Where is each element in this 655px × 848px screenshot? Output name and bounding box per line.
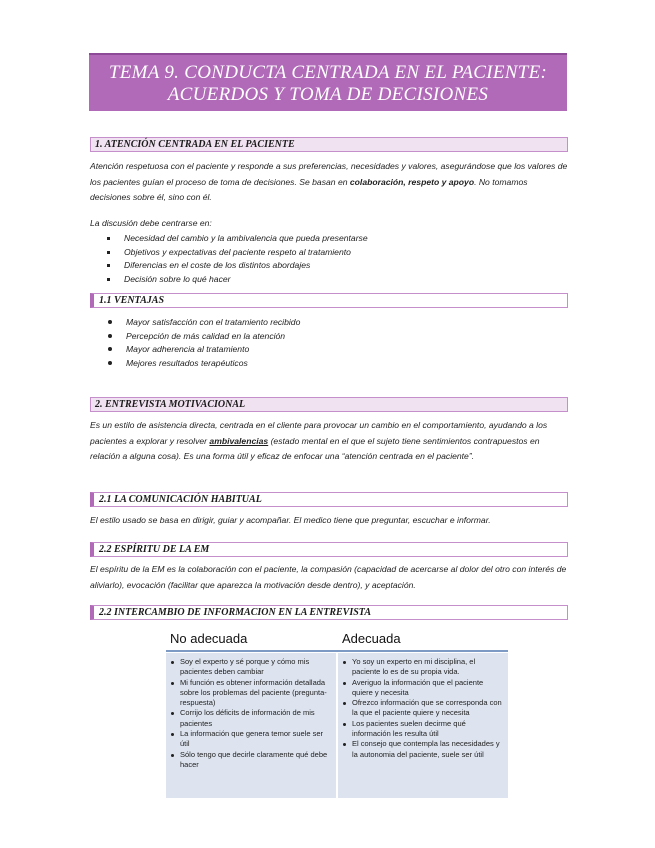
header-divider: [166, 650, 508, 652]
list-item: Mejores resultados terapéuticos: [104, 357, 564, 371]
list-item: Soy el experto y sé porque y cómo mis pacientes deben cambiar: [166, 657, 332, 678]
section-1-paragraph: Atención respetuosa con el paciente y responde a sus preferencias, necesidades y valores, asegurándose que los valores de los pacientes guían el proceso de toma de decisiones. Se basan en colaboración, respeto y apoyo. No tomamos decisiones sobre él, sino con él.: [90, 161, 568, 202]
list-item: Objetivos y expectativas del paciente respeto al tratamiento: [102, 246, 562, 260]
list-item: Sólo tengo que decirle claramente qué debe hacer: [166, 750, 332, 771]
title-line-1: TEMA 9. CONDUCTA CENTRADA EN EL PACIENTE:: [108, 62, 548, 83]
list-item: Mayor satisfacción con el tratamiento recibido: [104, 316, 564, 330]
section-heading-2-3: 2.2 INTERCAMBIO DE INFORMACION EN LA ENTREVISTA: [90, 605, 568, 620]
list-item: La información que genera temor suele ser útil: [166, 729, 332, 750]
section-2-2-paragraph: El espíritu de la EM es la colaboración con el paciente, la compasión (capacidad de acercarse al dolor del otro con interés de aliviarlo), evocación (facilitar que aparezca la motivación desde dentro), y aceptación.: [90, 564, 567, 590]
section-1-list: [102, 232, 562, 286]
list-item: Corrijo los déficits de información de mis pacientes: [166, 708, 332, 729]
section-heading-2-1: 2.1 LA COMUNICACIÓN HABITUAL: [90, 492, 568, 507]
list-item: Decisión sobre lo qué hacer: [102, 273, 562, 287]
comparison-table: [166, 627, 508, 798]
column-title-adecuada: Adecuada: [342, 631, 401, 646]
section-heading-2-2: 2.2 ESPÍRITU DE LA EM: [90, 542, 568, 557]
column-no-adecuada: [166, 653, 336, 798]
list-item: Diferencias en el coste de los distintos abordajes: [102, 259, 562, 273]
section-heading-1-1: 1.1 VENTAJAS: [90, 293, 568, 308]
list-item: Yo soy un experto en mi disciplina, el paciente lo es de su propia vida.: [338, 657, 504, 678]
list-item: Averiguo la información que el paciente quiere y necesita: [338, 678, 504, 699]
section-heading-2: 2. ENTREVISTA MOTIVACIONAL: [90, 397, 568, 412]
title-banner: [89, 53, 567, 111]
section-1-1-list: [104, 316, 564, 370]
title-line-2: ACUERDOS Y TOMA DE DECISIONES: [167, 84, 489, 105]
list-item: Mayor adherencia al tratamiento: [104, 343, 564, 357]
list-item: Necesidad del cambio y la ambivalencia que pueda presentarse: [102, 232, 562, 246]
list-item: Percepción de más calidad en la atención: [104, 330, 564, 344]
list-item: Mi función es obtener información detallada sobre los problemas del paciente (pregunta-respuesta): [166, 678, 332, 709]
column-title-no-adecuada: No adecuada: [170, 631, 248, 646]
column-adecuada: [338, 653, 508, 798]
section-2-paragraph: Es un estilo de asistencia directa, centrada en el cliente para provocar un cambio en el comportamiento, ayudando a los pacientes a explorar y resolver ambivalencias (estado mental en el que el sujeto tiene sentimientos contrapuestos en relación a alguna cosa). Es una forma útil y eficaz de enfocar una “atención centrada en el paciente”.: [90, 420, 548, 461]
section-1-intro-list: La discusión debe centrarse en:: [90, 218, 212, 228]
list-item: Ofrezco información que se corresponda con la que el paciente quiere y necesita: [338, 698, 504, 719]
section-2-1-paragraph: El estilo usado se basa en dirigir, guiar y acompañar. El medico tiene que preguntar, escuchar e informar.: [90, 515, 491, 525]
list-item: El consejo que contempla las necesidades y la autonomia del paciente, suele ser útil: [338, 739, 504, 760]
list-item: Los pacientes suelen decirme qué información les resulta útil: [338, 719, 504, 740]
section-heading-1: 1. ATENCIÓN CENTRADA EN EL PACIENTE: [90, 137, 568, 152]
